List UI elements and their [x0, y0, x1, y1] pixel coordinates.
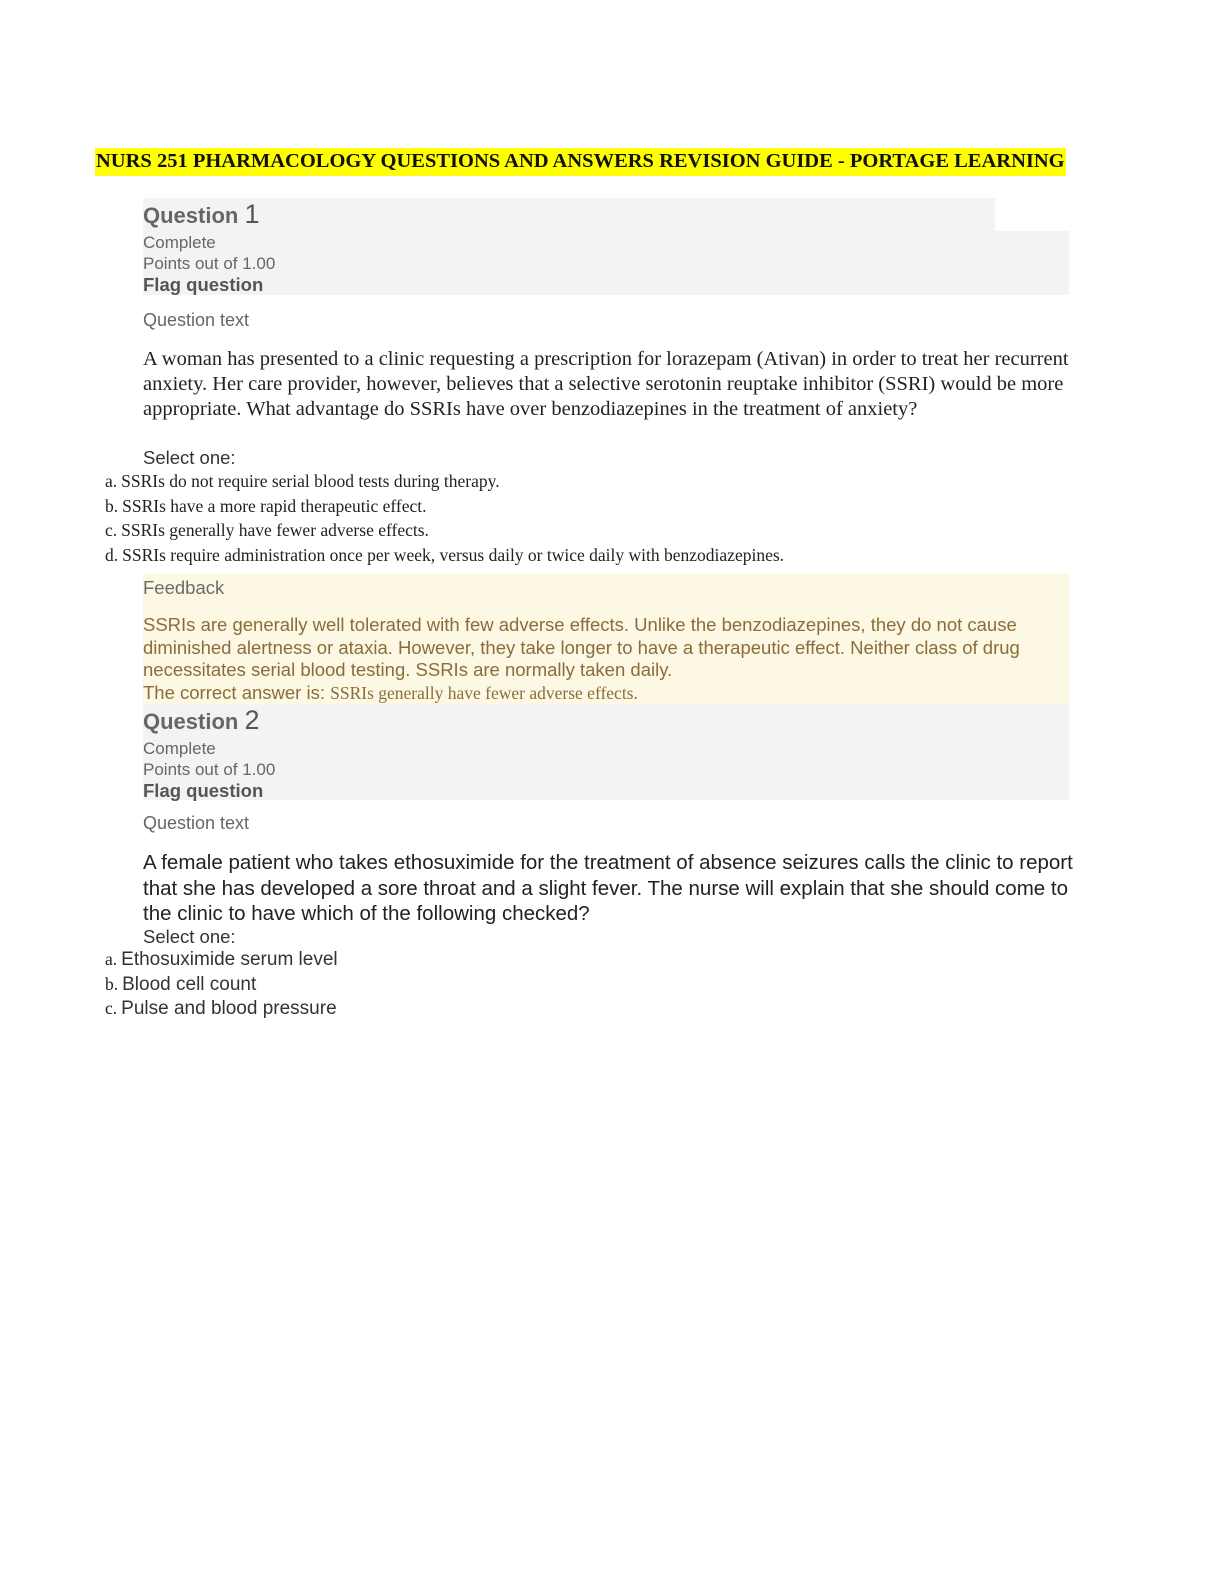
feedback-label: Feedback [143, 577, 225, 598]
question-1-text: A woman has presented to a clinic requesting a prescription for lorazepam (Ativan) in order to treat her recurrent anxiety. Her care provider, however, believes that a selective serotonin reuptake inhibitor (SSRI) would be more appropriate. What advantage do SSRIs have over benzodiazepines in the treatment of anxiety? [143, 348, 1069, 420]
select-one-label: Select one: [143, 926, 236, 947]
question-2-options [105, 948, 338, 1022]
question-points: Points out of 1.00 [143, 254, 276, 273]
option-letter: b. [105, 973, 119, 994]
question-label: Question [143, 203, 239, 228]
answer-option-d[interactable] [105, 544, 784, 569]
answer-option-a[interactable] [105, 470, 784, 495]
question-text-label: Question text [143, 310, 250, 330]
flag-question-button[interactable]: Flag question [143, 780, 264, 801]
question-number: 2 [244, 705, 260, 735]
option-letter: b. [105, 495, 119, 516]
question-2-header [143, 704, 1069, 800]
option-text: Blood cell count [122, 973, 257, 995]
feedback-text: SSRIs are generally well tolerated with few adverse effects. Unlike the benzodiazepines, they do not cause diminished alertness or ataxia. However, they take longer to have a therapeutic effect. Neither class of drug necessitates serial blood testing. SSRIs are normally taken daily. [143, 614, 1020, 681]
correct-answer-text: SSRIs generally have fewer adverse effects. [330, 682, 638, 703]
question-state: Complete [143, 739, 216, 758]
option-letter: c. [105, 520, 118, 541]
answer-option-b[interactable] [105, 495, 784, 520]
option-text: Ethosuximide serum level [121, 949, 338, 970]
option-text: SSRIs do not require serial blood tests during therapy. [121, 471, 500, 491]
option-letter: c. [105, 998, 118, 1019]
option-text: SSRIs have a more rapid therapeutic effect. [122, 495, 427, 516]
question-number: 1 [244, 199, 260, 229]
select-one-label: Select one: [143, 447, 236, 468]
option-text: SSRIs require administration once per week, versus daily or twice daily with benzodiazepines. [122, 544, 785, 565]
question-1-header [143, 198, 1069, 295]
correct-answer-prefix: The correct answer is: [143, 681, 331, 703]
question-state: Complete [143, 233, 216, 252]
option-text: SSRIs generally have fewer adverse effects. [121, 520, 429, 541]
answer-option-b[interactable] [105, 973, 338, 998]
option-letter: d. [105, 544, 119, 565]
feedback-box [143, 574, 1069, 704]
option-letter: a. [105, 949, 118, 969]
question-text-label: Question text [143, 813, 250, 833]
option-text: Pulse and blood pressure [121, 998, 337, 1020]
question-2-text: A female patient who takes ethosuximide for the treatment of absence seizures calls the clinic to report that she has developed a sore throat and a slight fever. The nurse will explain that she should come to the clinic to have which of the following checked? [143, 851, 1073, 925]
page-title: NURS 251 PHARMACOLOGY QUESTIONS AND ANSWERS REVISION GUIDE - PORTAGE LEARNING [95, 148, 1066, 176]
flag-question-button[interactable]: Flag question [143, 274, 264, 295]
question-1-options [105, 470, 784, 568]
answer-option-c[interactable] [105, 519, 784, 544]
question-points: Points out of 1.00 [143, 760, 276, 779]
option-letter: a. [105, 471, 118, 491]
answer-option-a[interactable] [105, 948, 338, 973]
answer-option-c[interactable] [105, 997, 338, 1022]
question-label: Question [143, 709, 239, 734]
correct-answer [143, 682, 1069, 705]
